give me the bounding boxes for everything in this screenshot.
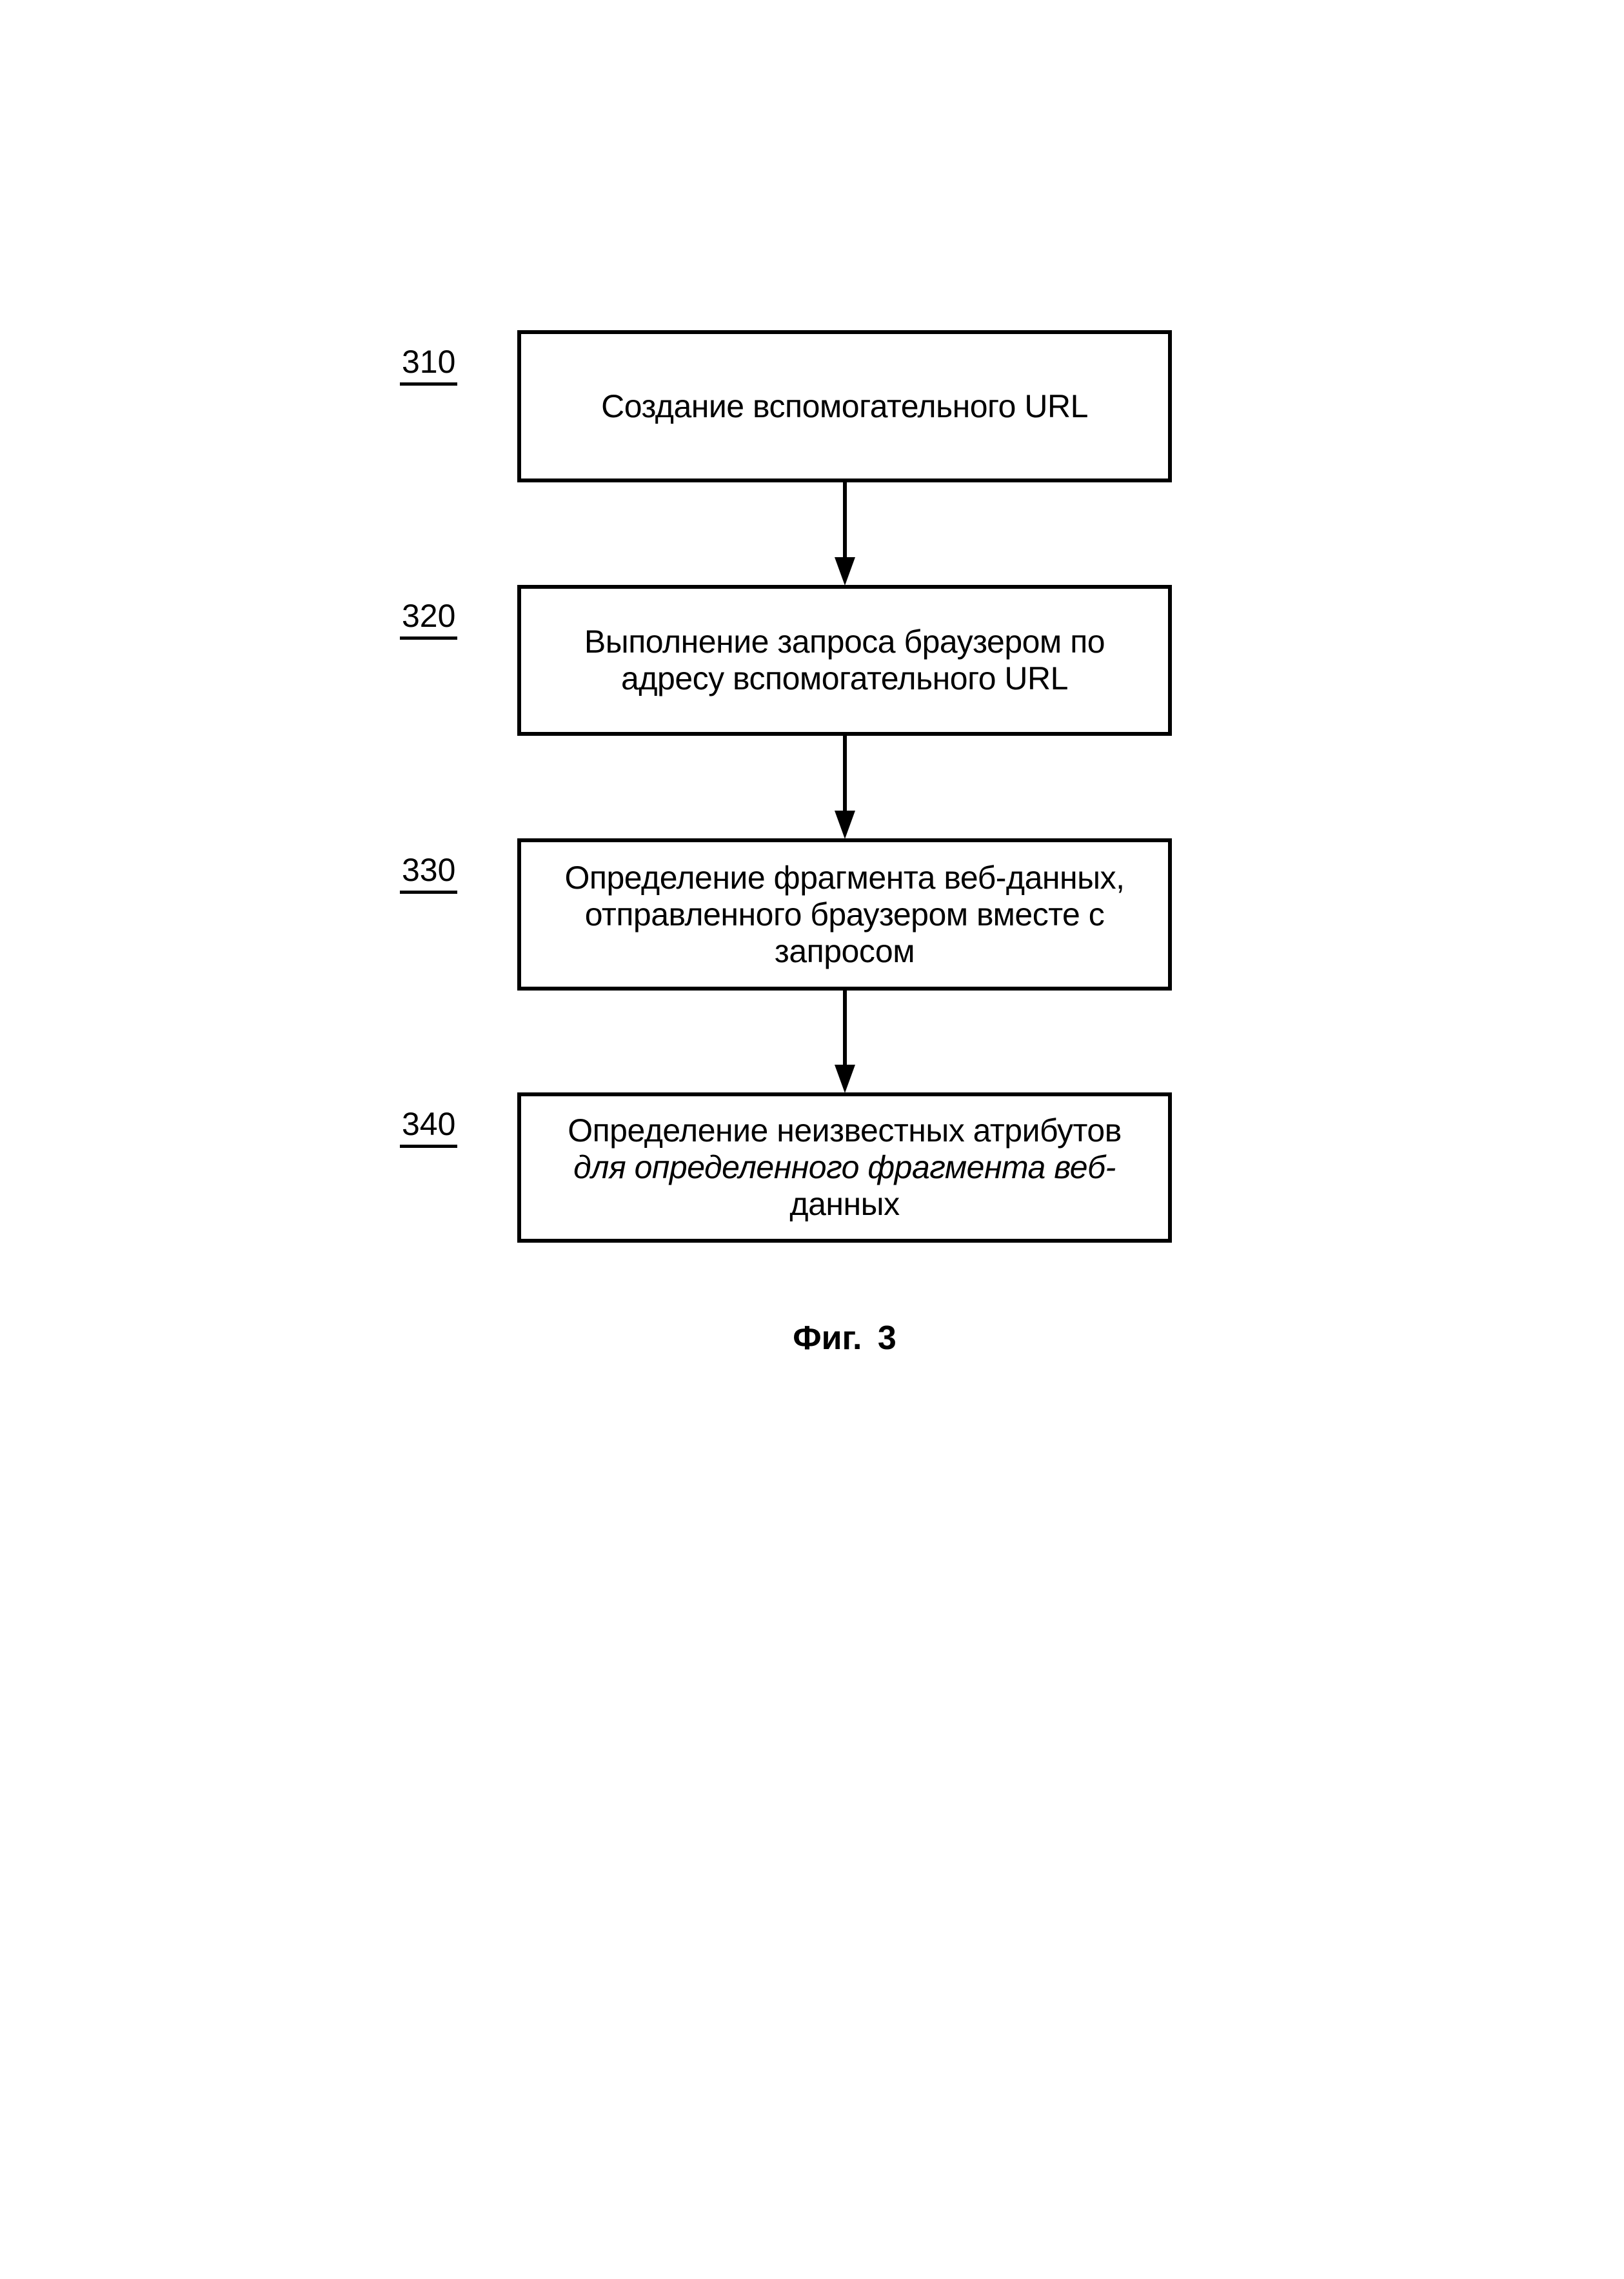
arrow-down-icon <box>835 1065 855 1093</box>
arrow-shaft <box>843 991 847 1067</box>
step-330-line-3: запросом <box>774 932 915 969</box>
flow-arrow-320-330 <box>835 736 855 839</box>
step-310-line-1: Создание вспомогательного URL <box>601 388 1088 424</box>
arrow-down-icon <box>835 557 855 586</box>
arrow-down-icon <box>835 811 855 839</box>
step-340-line-2: для определенного фрагмента веб- <box>573 1149 1116 1185</box>
step-ref-340: 340 <box>400 1108 457 1148</box>
flow-arrow-330-340 <box>835 991 855 1093</box>
step-box-310 <box>517 330 1172 482</box>
arrow-shaft <box>843 736 847 813</box>
step-ref-320: 320 <box>400 600 457 640</box>
step-box-330 <box>517 838 1172 991</box>
step-340-line-1: Определение неизвестных атрибутов <box>568 1112 1122 1149</box>
step-320-line-1: Выполнение запроса браузером по <box>584 624 1105 660</box>
step-box-340 <box>517 1092 1172 1243</box>
step-box-320 <box>517 585 1172 736</box>
step-320-line-2: адресу вспомогательного URL <box>621 660 1068 696</box>
flow-arrow-310-320 <box>835 482 855 586</box>
step-330-line-2: отправленного браузером вместе с <box>584 896 1105 932</box>
step-ref-310: 310 <box>400 346 457 386</box>
step-330-line-1: Определение фрагмента веб-данных, <box>564 859 1125 896</box>
step-ref-330: 330 <box>400 854 457 894</box>
figure-caption: Фиг. 3 <box>793 1319 896 1357</box>
step-340-line-3: данных <box>789 1186 900 1222</box>
arrow-shaft <box>843 482 847 560</box>
